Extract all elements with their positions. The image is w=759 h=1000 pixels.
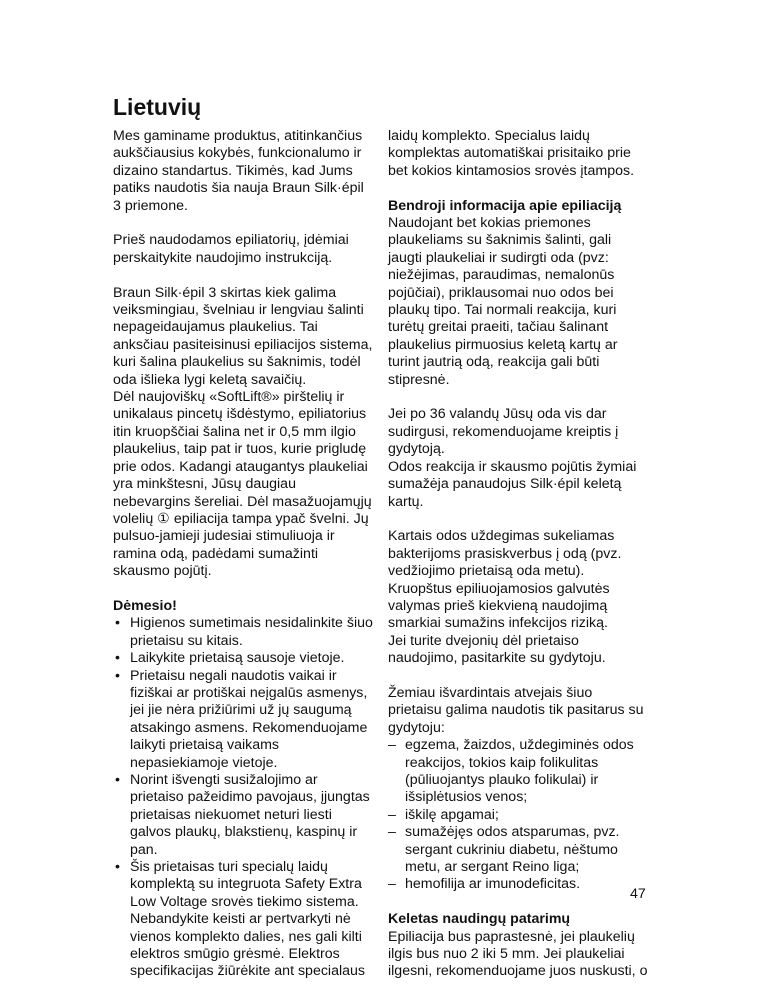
- intro-paragraph: Prieš naudodamos epiliatorių, įdėmiai perskaitykite naudojimo instrukciją.: [113, 232, 349, 266]
- tips-paragraph: Epiliacija bus paprastesnė, jei plaukelių ilgis bus nuo 2 iki 5 mm. Jei plaukeliai ilgesni, rekomenduojame juos nuskusti, o: [388, 928, 648, 980]
- general-info-heading: Bendroji informacija apie epiliaciją: [388, 197, 622, 214]
- continuation-paragraph: laidų komplekto. Specialus laidų komplektas automatiškai prisitaiko prie bet kokios kintamosios srovės įtampos.: [388, 128, 635, 179]
- list-item: • Prietaisu negali naudotis vaikai ir fiziškai ar protiškai neįgalūs asmenys, jei jie nėra prižiūrimi už jų saugumą atsakingo asmens. Rekomenduojame laikyti prietaisą vaikams nepasiekiamoje vietoje.: [113, 668, 375, 772]
- general-paragraph: Jei turite dvejonių dėl prietaiso naudojimo, pasitarkite su gydytoju.: [388, 632, 606, 667]
- list-item: • Norint išvengti susižalojimo ar prietaiso pažeidimo pavojaus, įjungtas prietaisas niekuomet neturi liesti galvos plaukų, blakstienų, kaspinų ir pan.: [113, 772, 375, 859]
- general-paragraph: Jei po 36 valandų Jūsų oda vis dar sudirgusi, rekomenduojame kreiptis į gydytoją.: [388, 406, 619, 458]
- attention-heading: Dėmesio!: [113, 597, 177, 614]
- left-column: [113, 128, 375, 981]
- intro-paragraph: Braun Silk·épil 3 skirtas kiek galima veiksmingiau, švelniau ir lengviau šalinti nepageidaujamus plaukelius. Tai anksčiau pasiteisinusi epiliacijos sistema, kuri šalina plaukelius su šaknimis, todėl oda išlieka lygi keletą savaičių.: [113, 284, 373, 388]
- intro-paragraph: Mes gaminame produktus, atitinkančius aukščiausius kokybės, funkcionalumo ir dizaino standartus. Tikimės, kad Jums patiks naudotis šia nauja Braun Silk·épil 3 priemone.: [113, 128, 364, 214]
- page-number: 47: [630, 886, 646, 902]
- intro-paragraph: Dėl naujoviškų «SoftLift®» pirštelių ir unikalaus pincetų išdėstymo, epiliatorius itin kruopščiai šalina net ir 0,5 mm ilgio plaukelius, taip pat ir tuos, kurie prigludę prie odos. Kadangi ataugantys plaukeliai yra minkštesni, Jūsų daugiau nebevargins šereliai. Dėl masažuojamųjų volelių ① epiliacija tampa ypač švelni. Jų pulsuo-jamieji judesiai stimuliuoja ir ramina odą, padėdami sumažinti skausmo pojūtį.: [113, 389, 372, 580]
- list-item: – iškilę apgamai;: [388, 807, 648, 824]
- page-title: Lietuvių: [113, 94, 202, 120]
- tips-heading: Keletas naudingų patarimų: [388, 911, 571, 928]
- list-item: • Laikykite prietaisą sausoje vietoje.: [113, 650, 375, 667]
- right-column: [388, 128, 648, 981]
- attention-list: [113, 615, 375, 981]
- conditions-intro: Žemiau išvardintais atvejais šiuo prietaisu galima naudotis tik pasitarus su gydytoju:: [388, 684, 644, 736]
- general-paragraph: Kartais odos uždegimas sukeliamas bakterijoms prasiskverbus į odą (pvz. vedžiojimo prietaisą oda metu). Kruopštus epiliuojamosios galvutės valymas prieš kiekvieną naudojimą smarkiai sumažins infekcijos riziką.: [388, 528, 622, 632]
- list-item: • Higienos sumetimais nesidalinkite šiuo prietaisu su kitais.: [113, 615, 375, 650]
- list-item: – egzema, žaizdos, uždegiminės odos reakcijos, tokios kaip folikulitas (pūliuojantys plauko folikulai) ir išsiplėtusios venos;: [388, 737, 648, 807]
- general-paragraph: Naudojant bet kokias priemones plaukeliams su šaknimis šalinti, gali jaugti plaukeliai ir sudirgti oda (pvz: niežėjimas, paraudimas, nemalonūs pojūčiai), priklausomai nuo odos bei plaukų tipo. Tai normali reakcija, kuri turėtų greitai praeiti, tačiau šalinant plaukelius pirmuosius keletą kartų ar turint jautrią odą, reakcija gali būti stipresnė.: [388, 215, 618, 388]
- list-item: • Šis prietaisas turi specialų laidų komplektą su integruota Safety Extra Low Voltage srovės tiekimo sistema. Nebandykite keisti ar pertvarkyti nė vienos komplekto dalies, nes gali kilti elektros smūgio grėsmė. Elektros specifikacijas žiūrėkite ant specialaus: [113, 859, 375, 981]
- general-paragraph: Odos reakcija ir skausmo pojūtis žymiai sumažėja panaudojus Silk·épil keletą kartų.: [388, 458, 637, 510]
- list-item: – sumažėjęs odos atsparumas, pvz. sergant cukriniu diabetu, nėštumo metu, ar sergant Reino liga;: [388, 824, 648, 876]
- conditions-list: [388, 737, 648, 894]
- list-item: – hemofilija ar imunodeficitas.: [388, 876, 648, 893]
